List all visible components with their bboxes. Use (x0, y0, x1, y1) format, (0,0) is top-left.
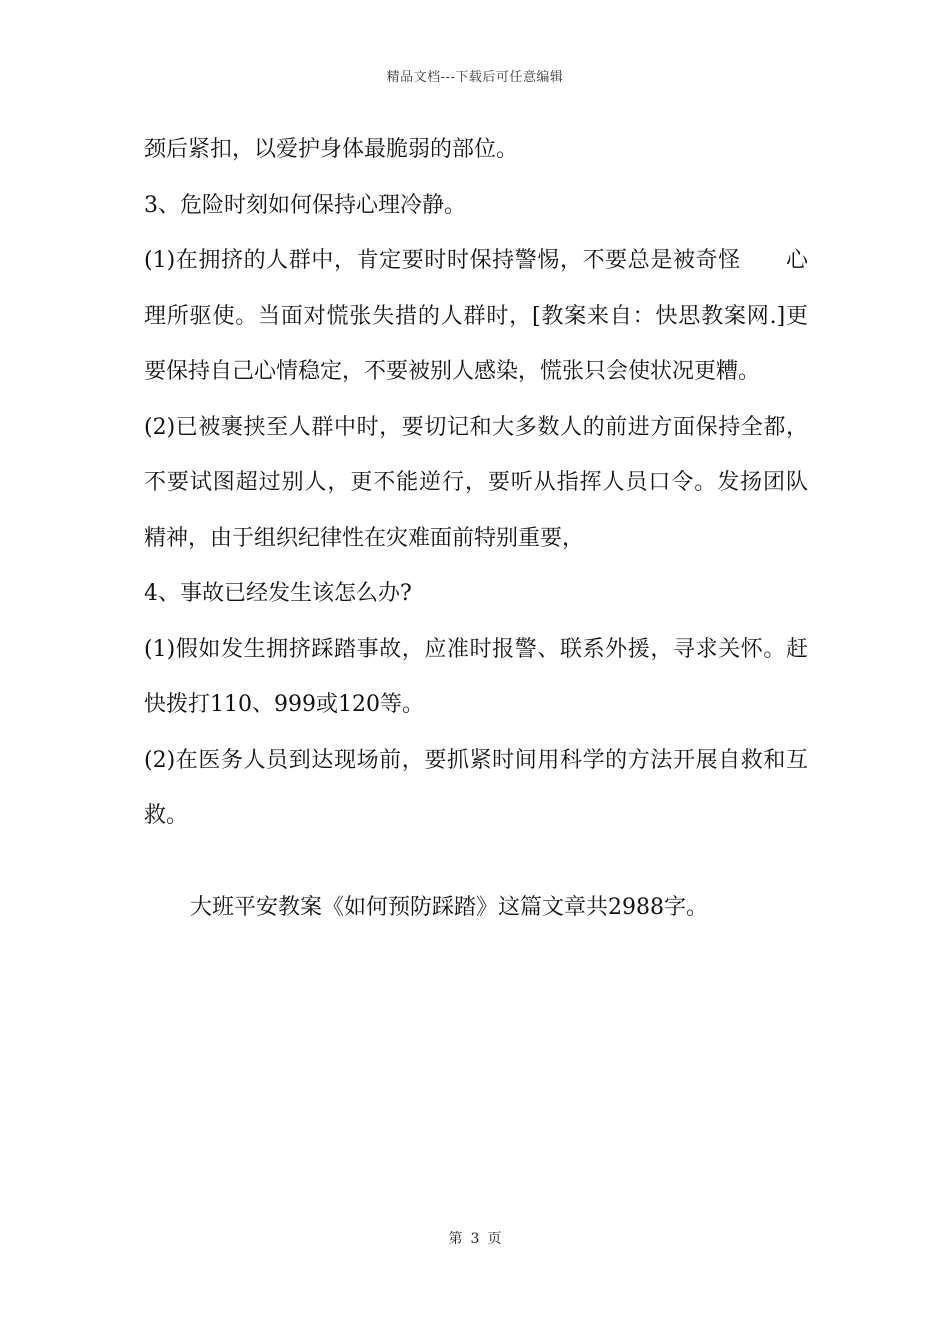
paragraph-line: (1)假如发生拥挤踩踏事故，应准时报警、联系外援，寻求关怀。赶 (144, 636, 808, 662)
page-number: 3 (470, 1231, 480, 1247)
paragraph-line: 救。 (144, 803, 189, 828)
document-body (144, 128, 808, 941)
page-header: 精品文档---下载后可任意编辑 (386, 70, 564, 85)
paragraph-line: (2)在医务人员到达现场前，要抓紧时间用科学的方法开展自救和互 (144, 747, 808, 773)
section-heading: 4、事故已经发生该怎么办? (144, 581, 412, 606)
section-heading: 3、危险时刻如何保持心理冷静。 (144, 192, 466, 218)
article-summary: 大班平安教案《如何预防踩踏》这篇文章共2988字。 (190, 894, 708, 920)
paragraph-line: 不要试图超过别人，更不能逆行，要听从指挥人员口令。发扬团队 (144, 470, 808, 495)
paragraph-line: (1)在拥挤的人群中，肯定要时时保持警惕，不要总是被奇怪 心 (144, 248, 808, 273)
page-prefix: 第 (448, 1231, 463, 1247)
paragraph-line: 快拨打110、999或120等。 (144, 692, 424, 717)
page-suffix: 页 (487, 1231, 502, 1247)
page-footer (0, 1228, 950, 1248)
paragraph-line: 精神，由于组织纪律性在灾难面前特别重要， (144, 525, 585, 551)
paragraph-line: 理所驱使。当面对慌张失措的人群时，[教案来自：快思教案网.]更 (144, 303, 808, 329)
paragraph-line: (2)已被裹挟至人群中时，要切记和大多数人的前进方面保持全都， (144, 414, 808, 440)
paragraph-line: 颈后紧扣，以爱护身体最脆弱的部位。 (144, 137, 519, 162)
paragraph-line: 要保持自己心情稳定，不要被别人感染，慌张只会使状况更糟。 (144, 359, 761, 384)
